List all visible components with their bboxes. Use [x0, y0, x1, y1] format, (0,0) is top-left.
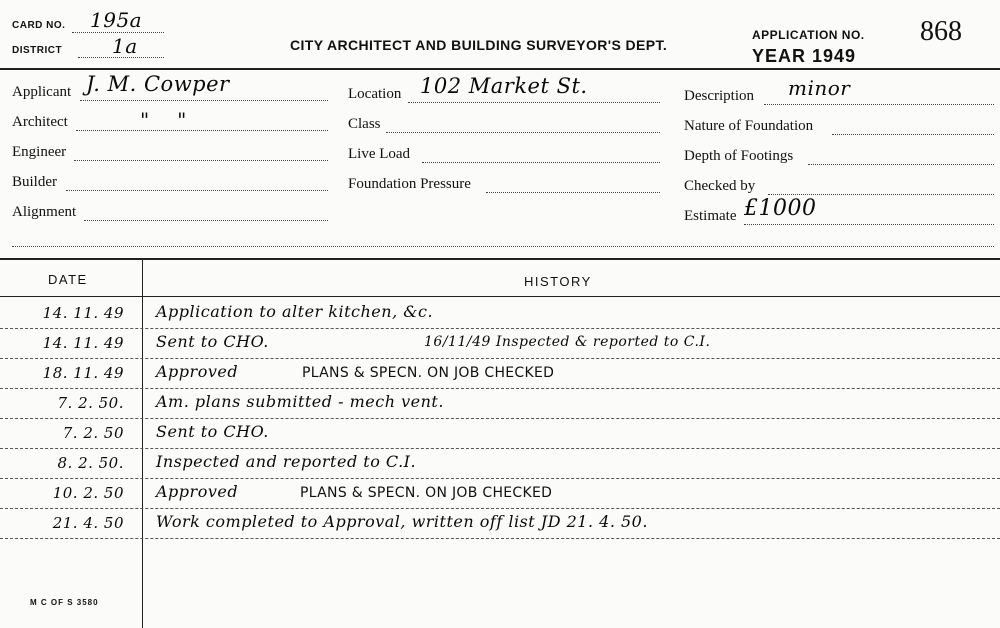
applicant-value: J. M. Cowper: [86, 72, 230, 96]
description-value: minor: [788, 76, 851, 100]
dept-title: CITY ARCHITECT AND BUILDING SURVEYOR'S DEPT.: [290, 37, 668, 53]
history-row-line: [0, 448, 1000, 449]
estimate-line: [744, 224, 994, 225]
applicant-line: [80, 100, 328, 101]
form-code: M C OF S 3580: [30, 598, 99, 607]
history-row-line: [0, 328, 1000, 329]
history-row-date: 14. 11. 49: [42, 334, 124, 352]
live-load-line: [422, 162, 660, 163]
history-row-text: Approved: [156, 482, 239, 501]
engineer-line: [74, 160, 328, 161]
history-row-date: 21. 4. 50: [52, 514, 124, 532]
history-row-date: 7. 2. 50: [62, 424, 124, 442]
history-row-line: [0, 358, 1000, 359]
extra-field-line: [12, 246, 994, 247]
history-row-line: [0, 478, 1000, 479]
checked-by-label: Checked by: [684, 178, 756, 194]
live-load-label: Live Load: [348, 146, 411, 162]
estimate-value: £1000: [744, 196, 817, 221]
description-line: [764, 104, 994, 105]
history-row-date: 18. 11. 49: [42, 364, 124, 382]
history-row-text: Am. plans submitted - mech vent.: [156, 392, 444, 411]
history-row-text: Approved: [156, 362, 239, 381]
district-value: 1a: [112, 34, 138, 58]
date-column-divider: [142, 258, 143, 628]
foundation-pressure-label: Foundation Pressure: [348, 176, 471, 192]
history-row-text: Inspected and reported to C.I.: [156, 452, 417, 471]
builder-label: Builder: [12, 174, 57, 190]
application-no-value: 868: [920, 16, 962, 47]
history-header: HISTORY: [524, 274, 592, 289]
alignment-label: Alignment: [12, 204, 77, 220]
history-row-text: Application to alter kitchen, &c.: [156, 302, 434, 321]
architect-label: Architect: [12, 114, 68, 130]
year-label: YEAR 1949: [752, 46, 857, 66]
history-row-line: [0, 508, 1000, 509]
foundation-pressure-line: [486, 192, 660, 193]
history-row-stamp: PLANS & SPECN. ON JOB CHECKED: [300, 485, 553, 501]
class-line: [386, 132, 660, 133]
history-top-border: [0, 258, 1000, 260]
history-row-date: 14. 11. 49: [42, 304, 124, 322]
depth-footings-label: Depth of Footings: [684, 148, 794, 164]
description-label: Description: [684, 88, 754, 104]
district-label: DISTRICT: [12, 45, 63, 56]
location-value: 102 Market St.: [420, 74, 588, 98]
history-row-text: Work completed to Approval, written off list JD 21. 4. 50.: [156, 512, 648, 531]
header-divider: [0, 68, 1000, 70]
history-row-date: 8. 2. 50.: [57, 454, 124, 472]
architect-line: [76, 130, 328, 131]
history-row-date: 10. 2. 50: [52, 484, 124, 502]
history-row-line: [0, 388, 1000, 389]
card-no-line: [72, 32, 164, 33]
depth-footings-line: [808, 164, 994, 165]
location-line: [408, 102, 660, 103]
card-no-value: 195a: [90, 8, 143, 32]
architect-value: " ": [140, 108, 187, 132]
engineer-label: Engineer: [12, 144, 67, 160]
alignment-line: [84, 220, 328, 221]
history-row-stamp: PLANS & SPECN. ON JOB CHECKED: [302, 365, 555, 381]
history-row-line: [0, 538, 1000, 539]
history-row-date: 7. 2. 50.: [57, 394, 124, 412]
history-row-note: 16/11/49 Inspected & reported to C.I.: [424, 334, 711, 350]
date-header: DATE: [48, 272, 88, 287]
application-no-label: APPLICATION NO.: [752, 28, 865, 42]
history-row-text: Sent to CHO.: [156, 422, 269, 441]
checked-by-line: [768, 194, 994, 195]
applicant-label: Applicant: [12, 84, 72, 100]
nature-foundation-label: Nature of Foundation: [684, 118, 814, 134]
class-label: Class: [348, 116, 381, 132]
nature-foundation-line: [832, 134, 994, 135]
card-no-label: CARD NO.: [12, 20, 66, 31]
history-row-line: [0, 418, 1000, 419]
location-label: Location: [348, 86, 402, 102]
builder-line: [66, 190, 328, 191]
estimate-label: Estimate: [684, 208, 737, 224]
history-header-divider: [0, 296, 1000, 297]
history-row-text: Sent to CHO.: [156, 332, 269, 351]
